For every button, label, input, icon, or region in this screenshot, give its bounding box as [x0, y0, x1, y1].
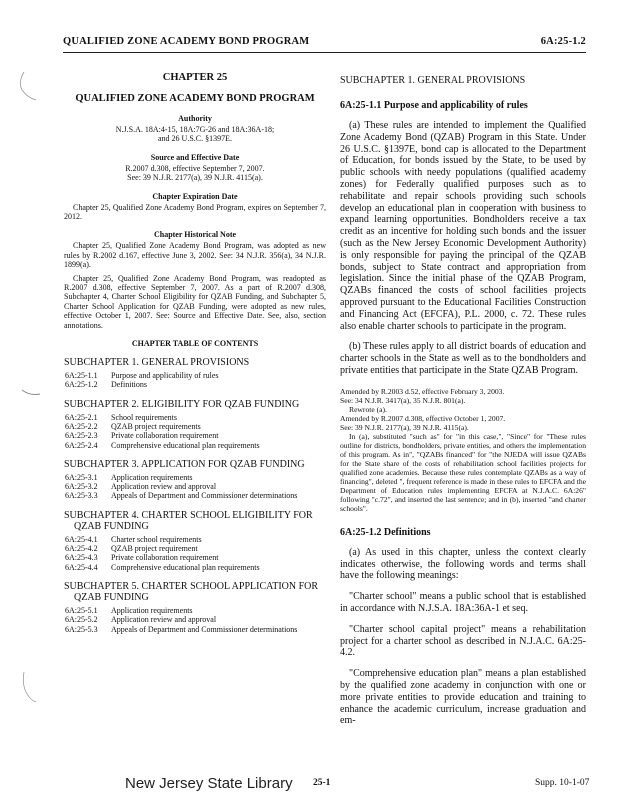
toc-section-number: 6A:25-1.2 [65, 380, 98, 390]
toc-section-list [64, 606, 326, 634]
note-line-1: Amended by R.2003 d.52, effective February 3, 2003. [340, 386, 505, 396]
source-line-2: See: 39 N.J.R. 2177(a), 39 N.J.R. 4115(a). [127, 173, 263, 183]
toc-section-title: Appeals of Department and Commissioner determinations [111, 624, 298, 634]
expiration-heading: Chapter Expiration Date [152, 191, 238, 201]
right-column [340, 62, 586, 736]
supplement-date: Supp. 10-1-07 [535, 778, 590, 788]
toc-subchapter-heading [64, 357, 326, 368]
authority-heading: Authority [178, 114, 212, 123]
toc-section-title: Comprehensive educational plan requirements [111, 440, 260, 450]
toc-section-list [64, 473, 326, 501]
note-line-3: Rewrote (a). [349, 404, 387, 414]
toc-section-number: 6A:25-4.1 [65, 534, 98, 544]
subchapter-heading: SUBCHAPTER 1. GENERAL PROVISIONS [340, 75, 526, 86]
toc-subchapter-title: SUBCHAPTER 1. GENERAL PROVISIONS [64, 357, 250, 369]
toc-section-number: 6A:25-2.3 [65, 431, 98, 441]
binding-mark-top [14, 70, 38, 104]
toc-section-number: 6A:25-5.3 [65, 624, 98, 634]
section-title-1-1: 6A:25-1.1 Purpose and applicability of rules [340, 100, 528, 111]
toc-subchapter-title-cont: QZAB FUNDING [74, 520, 149, 532]
note-line-6: In (a), substituted "such as" for "in this case,", "Since" for "These rules outline for districts, bondholders, private entities, and others the implementation of this program. As in", "QZABs financed" for "the NJEDA will issue QZABs for the State share of the costs of rehabilitation school facilities projects for qualified zone academies. Because these rules contemplate QZABs as a way of financing", deleted ", frequent reference is made in these rules to EFCFA and the Department of Education rules implementing EFCFA at N.J.A.C. 6A:26" following "c.72", and inserted the last sentence; and in (b), inserted "and charter schools". [340, 431, 586, 513]
binding-mark-middle [18, 380, 44, 406]
toc-section-number: 6A:25-3.1 [65, 472, 98, 482]
toc-section-number: 6A:25-1.1 [65, 371, 98, 381]
toc-subchapter-title: SUBCHAPTER 4. CHARTER SCHOOL ELIGIBILITY FOR [64, 509, 313, 521]
section-1-2-a: (a) As used in this chapter, unless the context clearly indicates otherwise, the following words and terms shall have the following meanings: [340, 546, 586, 582]
toc-section-number: 6A:25-2.2 [65, 421, 98, 431]
toc-section-title: Private collaboration requirement [111, 431, 219, 441]
running-header [63, 36, 586, 47]
toc-section-title: Definitions [111, 380, 147, 390]
toc-subchapter-heading [64, 581, 326, 603]
toc-section-title: Application review and approval [111, 482, 217, 492]
authority-line-1: N.J.S.A. 18A:4-15, 18A:7G-26 and 18A:36A-18; [115, 125, 275, 134]
toc-section-title: QZAB project requirement [111, 544, 198, 554]
left-column [64, 62, 326, 634]
toc-section-number: 6A:25-3.3 [65, 491, 98, 501]
note-line-2: See: 34 N.J.R. 3417(a), 35 N.J.R. 801(a). [340, 395, 466, 405]
toc-subchapter-heading [64, 510, 326, 532]
toc-section-title: Private collaboration requirement [111, 553, 219, 563]
page-number: 25-1 [313, 778, 331, 788]
toc-subchapter-heading [64, 459, 326, 470]
authority-text [64, 125, 326, 144]
chapter-title: QUALIFIED ZONE ACADEMY BOND PROGRAM [75, 93, 315, 104]
page-footer [0, 775, 618, 795]
table-of-contents [64, 357, 326, 634]
toc-subchapter-heading [64, 399, 326, 410]
toc-section-title: QZAB project requirements [111, 421, 201, 431]
toc-section-number: 6A:25-5.2 [65, 615, 98, 625]
toc-section-title: Appeals of Department and Commissioner determinations [111, 491, 298, 501]
toc-heading: CHAPTER TABLE OF CONTENTS [131, 339, 259, 349]
toc-section-list [64, 413, 326, 450]
definition-education-plan: "Comprehensive education plan" means a plan established by the qualified zone academy in conjunction with one or more private entities to provide education and training to enhance the academic curriculum, increase graduation and em- [340, 668, 586, 727]
toc-section-number: 6A:25-5.1 [65, 605, 98, 615]
toc-section-number: 6A:25-2.4 [65, 440, 98, 450]
toc-section-title: Purpose and applicability of rules [111, 371, 219, 381]
toc-section-title: Application requirements [111, 605, 193, 615]
note-line-4: Amended by R.2007 d.308, effective October 1, 2007. [340, 413, 506, 423]
toc-section-title: School requirements [111, 412, 177, 422]
toc-section-title: Charter school requirements [111, 534, 202, 544]
history-paragraph-2: Chapter 25, Qualified Zone Academy Bond Program, was readopted as R.2007 d.308, effective September 7, 2007. As a part of R.2007 d.308, Subchapter 4, Charter School Eligibility for QZAB Funding, and Subchapter 5, Charter School Application for QZAB Funding, were adopted as new rules, effective October 1, 2007. See: Source and Effective Date. See, also, section annotations. [64, 273, 326, 330]
toc-section-number: 6A:25-4.4 [65, 562, 98, 572]
toc-section-title: Application review and approval [111, 615, 217, 625]
source-text [64, 164, 326, 183]
section-title-1-2: 6A:25-1.2 Definitions [340, 526, 431, 538]
header-title: QUALIFIED ZONE ACADEMY BOND PROGRAM [63, 36, 310, 47]
amendment-notes [340, 387, 586, 513]
toc-subchapter-title: SUBCHAPTER 3. APPLICATION FOR QZAB FUNDING [64, 458, 305, 470]
toc-section-title: Comprehensive educational plan requirements [111, 562, 260, 572]
section-1-1-a: (a) These rules are intended to implement the Qualified Zone Academy Bond (QZAB) Program in this State. Under 26 U.S.C. §1397E, bond cap is allocated to the Department of Education, for bonds issued by the State, to be used by public schools with needy populations (qualified academy zones) for Federally qualified purposes such as to rehabilitate and repair schools providing such schools develop an educational plan in cooperation with business to expand learning opportunities. Bondholders receive a tax credit as an incentive for holding such bonds and the issuer (such as the New Jersey Economic Development Authority) is only responsible for paying the principal of the QZAB bonds, subject to State contract and appropriation from legislation. Since the initial phase of the QZAB Program, QZABs financed the costs of school facilities projects approved pursuant to the Educational Facilities Construction and Financing Act (EFCFA), P.L. 2000, c. 72. These rules also enable charter schools to participate in the program. [340, 120, 586, 332]
binding-mark-bottom [16, 670, 40, 706]
toc-section-title: Application requirements [111, 472, 193, 482]
toc-section-number: 6A:25-3.2 [65, 482, 98, 492]
toc-subchapter-title-cont: QZAB FUNDING [74, 591, 149, 603]
toc-section-number: 6A:25-4.3 [65, 553, 98, 563]
toc-section-list [64, 371, 326, 390]
toc-section-number: 6A:25-4.2 [65, 544, 98, 554]
expiration-text: Chapter 25, Qualified Zone Academy Bond Program, expires on September 7, 2012. [64, 202, 326, 222]
authority-line-2: and 26 U.S.C. §1397E. [158, 134, 232, 144]
header-rule [63, 52, 586, 53]
note-line-5: See: 39 N.J.R. 2177(a), 39 N.J.R. 4115(a). [340, 422, 469, 432]
toc-subchapter-title: SUBCHAPTER 2. ELIGIBILITY FOR QZAB FUNDING [64, 398, 300, 410]
chapter-number: CHAPTER 25 [162, 72, 228, 83]
history-heading: Chapter Historical Note [153, 230, 237, 240]
toc-section-number: 6A:25-2.1 [65, 412, 98, 422]
source-heading: Source and Effective Date [150, 152, 240, 162]
history-paragraph-1: Chapter 25, Qualified Zone Academy Bond Program, was adopted as new rules by R.2002 d.167, effective June 3, 2002. See: 34 N.J.R. 356(a), 34 N.J.R. 1899(a). [64, 241, 326, 270]
toc-subchapter-title: SUBCHAPTER 5. CHARTER SCHOOL APPLICATION FOR [64, 580, 319, 592]
header-section: 6A:25-1.2 [540, 36, 586, 47]
source-line-1: R.2007 d.308, effective September 7, 2007. [125, 163, 265, 173]
section-1-1-b: (b) These rules apply to all district boards of education and charter schools in the State as well as to the bondholders and private entities that participate in the State QZAB Program. [340, 341, 586, 376]
definition-capital-project: "Charter school capital project" means a rehabilitation project for a charter school as described in N.J.A.C. 6A:25-4.2. [340, 623, 586, 659]
toc-section-list [64, 535, 326, 572]
definition-charter-school: "Charter school" means a public school that is established in accordance with N.J.S.A. 18A:36A-1 et seq. [340, 591, 586, 614]
library-stamp: New Jersey State Library [125, 775, 293, 792]
